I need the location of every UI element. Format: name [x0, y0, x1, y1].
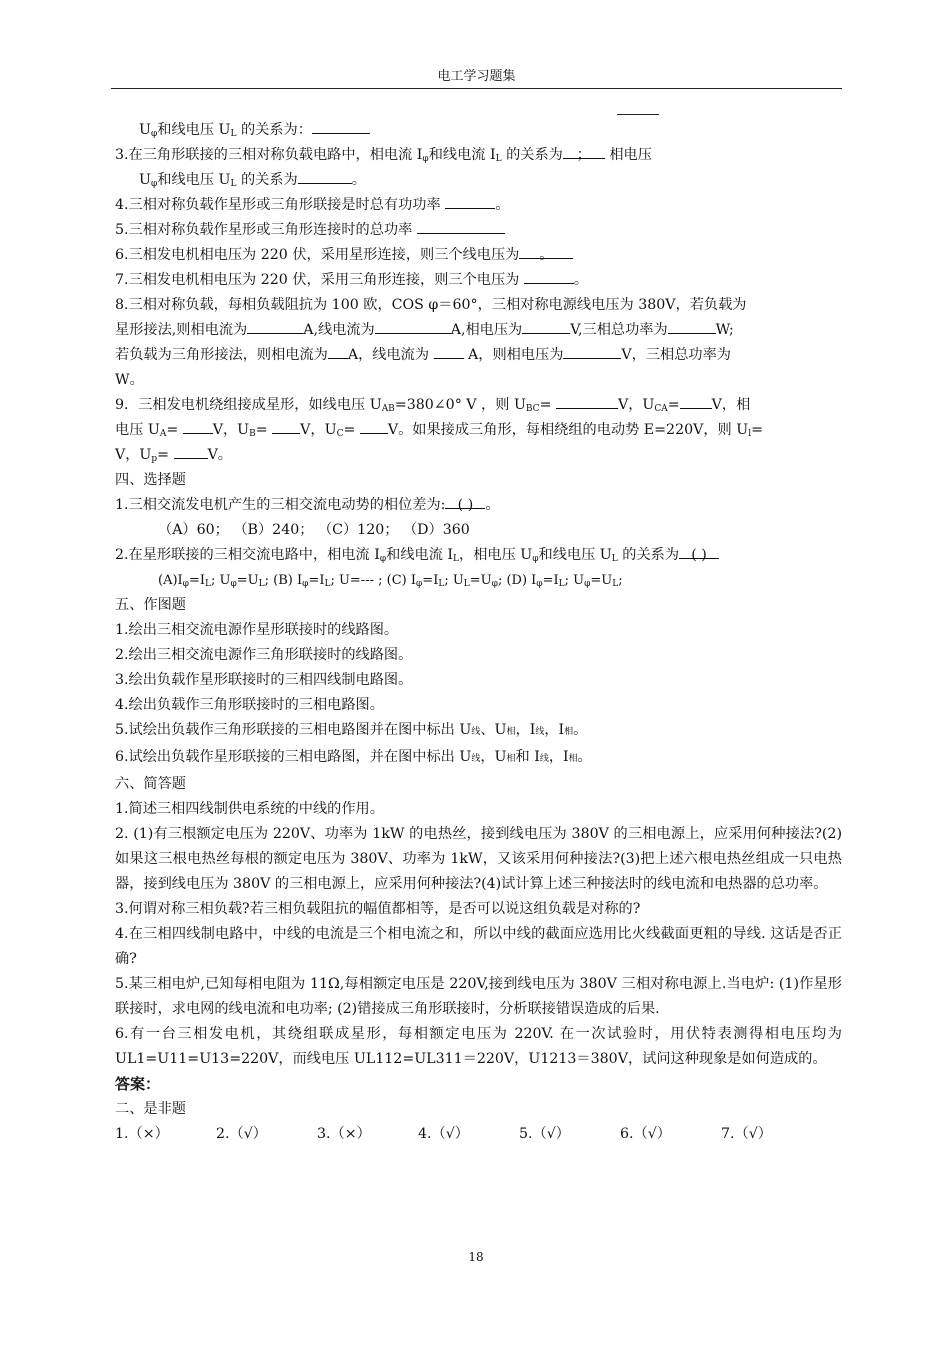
text: 。 — [539, 247, 554, 263]
subscript: 线 — [535, 727, 545, 737]
subscript: φ — [379, 554, 387, 564]
question-5-4: 4.绘出负载作三角形联接时的三相电路图。 — [115, 697, 384, 713]
answer-blank — [298, 168, 352, 184]
text: 5.三相对称负载作星形或三角形连接时的总功率 — [115, 222, 417, 238]
section-2-heading: 二、是非题 — [115, 1101, 186, 1117]
text: ; U=--- ; (C) I — [330, 573, 416, 588]
question-3-8 — [115, 293, 842, 318]
subscript: 相 — [564, 727, 574, 737]
text: 星形接法,则相电流为 — [115, 322, 248, 338]
text: (A)I — [158, 573, 183, 588]
subscript: B — [249, 429, 256, 439]
text: 若负载为三角形接法，则相电流为 — [115, 347, 328, 363]
text: ，I — [544, 722, 565, 738]
text: V。如果接成三角形，每相绕组的电动势 E=220V，则 U — [387, 422, 749, 438]
answers-heading: 答案： — [115, 1075, 161, 1093]
question-4-1-options: （A）60； （B）240； （C）120； （D）360 — [158, 522, 470, 538]
question-5-6 — [115, 745, 842, 772]
subscript: p — [151, 454, 158, 464]
text: 。 — [485, 497, 500, 513]
answer-7: 7.（√） — [721, 1126, 772, 1142]
text: 5.试绘出负载作三角形联接的三相电路图并在图中标出 U — [115, 722, 472, 738]
text: V，U — [115, 447, 152, 463]
text: = — [255, 422, 273, 438]
text: ( ) — [457, 497, 474, 513]
answer-blank — [174, 443, 208, 459]
question-6-1: 1.简述三相四线制供电系统的中线的作用。 — [115, 801, 384, 817]
text: ; U — [444, 573, 464, 588]
subscript: L — [611, 554, 618, 564]
question-3-9-line3 — [115, 443, 842, 468]
text: V，U — [300, 422, 337, 438]
text: 和线电压 U — [157, 172, 231, 188]
subscript: L — [453, 554, 460, 564]
question-3-3-continuation — [115, 168, 842, 193]
subscript: CA — [654, 404, 668, 414]
text: ; U — [564, 573, 585, 588]
text: 4.三相对称负载作星形或三角形联接是时总有功功率 — [115, 197, 446, 213]
text: V,三相总功率为 — [570, 322, 668, 338]
text: 和线电压 U — [157, 122, 231, 138]
text: =I — [422, 573, 439, 588]
text: 。 — [577, 749, 592, 765]
section-4-heading: 四、选择题 — [115, 472, 186, 488]
subscript: φ — [536, 579, 543, 589]
answer-blank — [360, 418, 388, 434]
text: 9．三相发电机绕组接成星形，如线电压 U — [115, 397, 382, 413]
question-3-8-line4 — [115, 368, 842, 393]
subscript: L — [230, 179, 237, 189]
subscript: φ — [230, 579, 237, 589]
answer-4: 4.（√） — [418, 1126, 469, 1142]
text: = — [343, 422, 360, 438]
text: =I — [188, 573, 206, 588]
answer-blank — [247, 318, 303, 334]
question-3-7 — [115, 268, 842, 293]
text: 的关系为 — [617, 547, 680, 563]
text: = — [157, 447, 174, 463]
text: V，相 — [711, 397, 751, 413]
question-3-9-line2 — [115, 418, 842, 443]
answer-blank — [272, 418, 300, 434]
subscript: l — [748, 429, 752, 439]
question-5-5 — [115, 718, 842, 745]
subscript: 线 — [539, 754, 549, 764]
subscript: φ — [532, 554, 539, 564]
text: A，则相电压为 — [463, 347, 564, 363]
text: ，U — [480, 749, 507, 765]
question-5-2: 2.绘出三相交流电源作三角形联接时的线路图。 — [115, 647, 413, 663]
question-4-2 — [115, 543, 842, 568]
answer-5: 5.（√） — [519, 1126, 570, 1142]
subscript: BC — [525, 404, 540, 414]
document-body — [115, 118, 842, 1147]
subscript: 相 — [506, 727, 516, 737]
answer-blank — [522, 318, 570, 334]
answer-blank — [417, 218, 505, 234]
text: =I — [308, 573, 325, 588]
text: W。 — [115, 372, 144, 388]
text: ; — [618, 573, 623, 588]
text: ，I — [515, 722, 536, 738]
answer-blank — [183, 418, 213, 434]
text: =U — [590, 573, 613, 588]
text: =U — [469, 573, 492, 588]
subscript: 线 — [471, 727, 481, 737]
question-5-3: 3.绘出负载作星形联接时的三相四线制电路图。 — [115, 672, 413, 688]
answer-blank — [312, 118, 370, 134]
question-6-4: 4.在三相四线制电路中，中线的电流是三个相电流之和，所以中线的截面应选用比火线截面更粗的导线. 这话是否正确? — [115, 926, 842, 967]
question-4-2-options — [115, 568, 842, 593]
question-3-5 — [115, 218, 842, 243]
subscript: 线 — [471, 754, 481, 764]
text: ； — [576, 147, 591, 163]
text: ; (B) I — [264, 573, 303, 588]
subscript: L — [324, 579, 331, 589]
answer-blank — [375, 318, 451, 334]
subscript: L — [258, 579, 265, 589]
answer-line — [617, 114, 659, 115]
text: 的关系为： — [236, 122, 312, 138]
text: 7.三相发电机相电压为 220 伏，采用三角形连接，则三个电压为 — [115, 272, 524, 288]
text: 相电压 — [604, 147, 652, 163]
text: V，U — [617, 397, 655, 413]
subscript: L — [495, 154, 502, 164]
text: 6.试绘出负载作星形联接的三相电路图，并在图中标出 U — [115, 749, 472, 765]
question-6-3: 3.何谓对称三相负载?若三相负载阻抗的幅值都相等，是否可以说这组负载是对称的? — [115, 901, 641, 917]
text: ，相电压 U — [459, 547, 533, 563]
answer-blank — [556, 393, 618, 409]
subscript: L — [463, 579, 470, 589]
question-6-6: 6.有一台三相发电机，其绕组联成星形，每相额定电压为 220V. 在一次试验时，用伏特表测得相电压均为 UL1=U11=U13=220V，而线电压 UL112=UL311＝220V，U1213＝380V，试问这种现象是如何造成的。 — [115, 1026, 842, 1067]
text: =I — [542, 573, 559, 588]
q3-2-continuation — [115, 118, 842, 143]
text: V，三相总功率为 — [621, 347, 731, 363]
subscript: φ — [415, 579, 423, 589]
section-5-heading: 五、作图题 — [115, 597, 186, 613]
question-6-2: 2. (1)有三根额定电压为 220V、功率为 1kW 的电热丝，接到线电压为 380V 的三相电源上，应采用何种接法?(2)如果这三根电热丝每根的额定电压为 380V、功率为 1kW，又该采用何种接法?(3)把上述六根电热丝组成一只电热器，接到线电压为 380V 的三相电源上，应采用何种接法?(4)试计算上述三种接法时的线电流和电热器的总功率。 — [115, 826, 842, 892]
text: U — [139, 122, 151, 138]
text: V，U — [212, 422, 250, 438]
subscript: φ — [182, 579, 189, 589]
subscript: φ — [302, 579, 309, 589]
text: 、U — [480, 722, 507, 738]
answer-blank — [519, 243, 573, 263]
text: A，线电流为 — [347, 347, 434, 363]
subscript: L — [612, 579, 619, 589]
subscript: C — [336, 429, 344, 439]
answer-blank — [328, 343, 348, 359]
subscript: L — [205, 579, 211, 589]
subscript: AB — [381, 404, 395, 414]
text: = — [751, 422, 763, 438]
subscript: L — [558, 579, 565, 589]
page-header — [111, 66, 842, 89]
text: W; — [715, 322, 734, 338]
text: U — [139, 172, 151, 188]
text: 和线电流 I — [386, 547, 454, 563]
subscript: φ — [491, 579, 498, 589]
answer-blank — [563, 343, 621, 359]
subscript: A — [159, 429, 167, 439]
answer-2: 2.（√） — [216, 1126, 267, 1142]
text: 3.在三角形联接的三相对称负载电路中，相电流 I — [115, 147, 423, 163]
text: 的关系为 — [501, 147, 563, 163]
answer-blank — [445, 193, 495, 209]
question-5-1: 1.绘出三相交流电源作星形联接时的线路图。 — [115, 622, 399, 638]
text: A,相电压为 — [450, 322, 523, 338]
subscript: φ — [422, 154, 429, 164]
text: ; U — [211, 573, 231, 588]
text: =U — [236, 573, 259, 588]
answer-blank — [679, 543, 719, 563]
text: 和 I — [515, 749, 540, 765]
text: 。 — [573, 272, 589, 288]
subscript: L — [438, 579, 445, 589]
text: 电压 U — [115, 422, 160, 438]
text: ( ) — [691, 547, 707, 563]
answer-6: 6.（√） — [620, 1126, 671, 1142]
text: ; (D) I — [497, 573, 537, 588]
question-3-6 — [115, 243, 842, 268]
text: 和线电流 I — [428, 147, 496, 163]
answer-blank — [524, 268, 574, 284]
question-3-8-line3 — [115, 343, 842, 368]
text: 2.在星形联接的三相交流电路中，相电流 I — [115, 547, 380, 563]
text: 1.三相交流发电机产生的三相交流电动势的相位差为: — [115, 497, 446, 513]
question-3-3 — [115, 143, 842, 168]
answer-blank — [668, 318, 716, 334]
section-6-heading: 六、简答题 — [115, 776, 186, 792]
subscript: L — [230, 129, 237, 139]
text: 的关系为 — [236, 172, 298, 188]
text: 。 — [351, 172, 366, 188]
answer-blank — [563, 143, 605, 163]
text: 。 — [495, 197, 510, 213]
answer-blank — [445, 493, 485, 513]
answer-3: 3.（×） — [317, 1126, 371, 1142]
header-title: 电工学习题集 — [437, 69, 516, 84]
text: 。 — [573, 722, 588, 738]
text: A,线电流为 — [303, 322, 375, 338]
question-3-8-line2 — [115, 318, 842, 343]
subscript: φ — [150, 179, 158, 189]
answer-blank — [680, 393, 712, 409]
subscript: φ — [150, 129, 158, 139]
answer-1: 1.（×） — [115, 1126, 169, 1142]
question-4-1 — [115, 493, 842, 518]
page-number: 18 — [468, 1250, 484, 1264]
subscript: 相 — [506, 754, 516, 764]
text: = — [166, 422, 183, 438]
text: 和线电压 U — [538, 547, 612, 563]
text: =380∠0° V ，则 U — [394, 397, 526, 413]
answer-blank — [434, 343, 464, 359]
subscript: 相 — [568, 754, 578, 764]
question-3-9 — [115, 393, 842, 418]
question-6-5: 5.某三相电炉,已知每相电阻为 11Ω,每相额定电压是 220V,接到线电压为 380V 三相对称电源上.当电炉: (1)作星形联接时，求电网的线电流和电功率; (2)错接成三角形联接时，分析联接错误造成的后果. — [115, 976, 842, 1017]
text: V。 — [207, 447, 232, 463]
text: 6.三相发电机相电压为 220 伏，采用星形连接，则三个线电压为 — [115, 247, 520, 263]
subscript: φ — [584, 579, 591, 589]
text: 8.三相对称负载，每相负载阻抗为 100 欧，COS φ＝60°，三相对称电源线电压为 380V，若负载为 — [115, 297, 747, 313]
text: = — [539, 397, 556, 413]
text: ，I — [548, 749, 569, 765]
question-3-4 — [115, 193, 842, 218]
text: = — [667, 397, 680, 413]
answers-true-false — [115, 1122, 842, 1147]
